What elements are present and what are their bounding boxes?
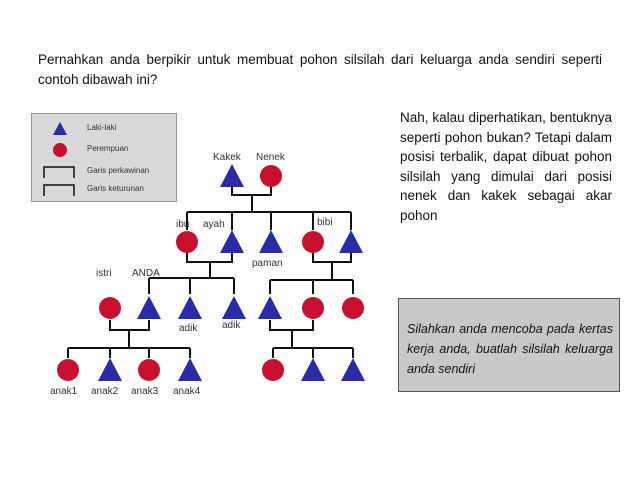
anak2-node xyxy=(98,358,122,381)
anak3-node xyxy=(138,359,160,381)
ayah-node xyxy=(220,230,244,253)
kakek-node xyxy=(220,164,244,187)
label-adik2: adik xyxy=(222,320,241,331)
explanation-paragraph: Nah, kalau diperhatikan, bentuknya seperti pohon bukan? Tetapi dalam posisi terbalik, dapat dibuat pohon silsilah yang dimulai dari posisi nenek dan kakek sebagai akar pohon xyxy=(400,110,612,223)
adik1-node xyxy=(178,296,202,319)
cousin1-node xyxy=(258,296,282,319)
task-box: Silahkan anda mencoba pada kertas kerja anda, buatlah silsilah keluarga anda sendiri xyxy=(398,298,620,392)
istri-node xyxy=(99,297,121,319)
label-adik1: adik xyxy=(179,323,198,334)
legend-descent-label: Garis keturunan xyxy=(87,184,144,193)
label-anda: ANDA xyxy=(132,268,160,279)
label-anak1: anak1 xyxy=(50,386,78,397)
label-kakek: Kakek xyxy=(213,152,241,163)
label-bibi: bibi xyxy=(317,217,333,228)
anda-node xyxy=(137,296,161,319)
label-anak3: anak3 xyxy=(131,386,159,397)
bibi-spouse-node xyxy=(339,230,363,253)
child-right1-node xyxy=(262,359,284,381)
anak4-node xyxy=(178,358,202,381)
label-ibu: ibu xyxy=(176,219,190,230)
legend-female-label: Perempuan xyxy=(87,144,129,153)
label-istri: istri xyxy=(96,268,112,279)
anak1-node xyxy=(57,359,79,381)
legend-male-label: Laki-laki xyxy=(87,123,117,132)
legend-marriage-label: Garis perkawinan xyxy=(87,166,150,175)
label-anak2: anak2 xyxy=(91,386,119,397)
intro-paragraph: Pernahkan anda berpikir untuk membuat pohon silsilah dari keluarga anda sendiri seperti contoh dibawah ini? xyxy=(38,52,602,87)
paman-node xyxy=(259,230,283,253)
child-right2-node xyxy=(301,358,325,381)
child-right3-node xyxy=(341,358,365,381)
cousin2-node xyxy=(302,297,324,319)
label-anak4: anak4 xyxy=(173,386,201,397)
bibi-node xyxy=(302,231,324,253)
ibu-node xyxy=(176,231,198,253)
label-ayah: ayah xyxy=(203,219,225,230)
nenek-node xyxy=(260,165,282,187)
label-nenek: Nenek xyxy=(256,152,285,163)
cousin3-node xyxy=(342,297,364,319)
adik2-node xyxy=(222,296,246,319)
label-paman: paman xyxy=(252,258,283,269)
